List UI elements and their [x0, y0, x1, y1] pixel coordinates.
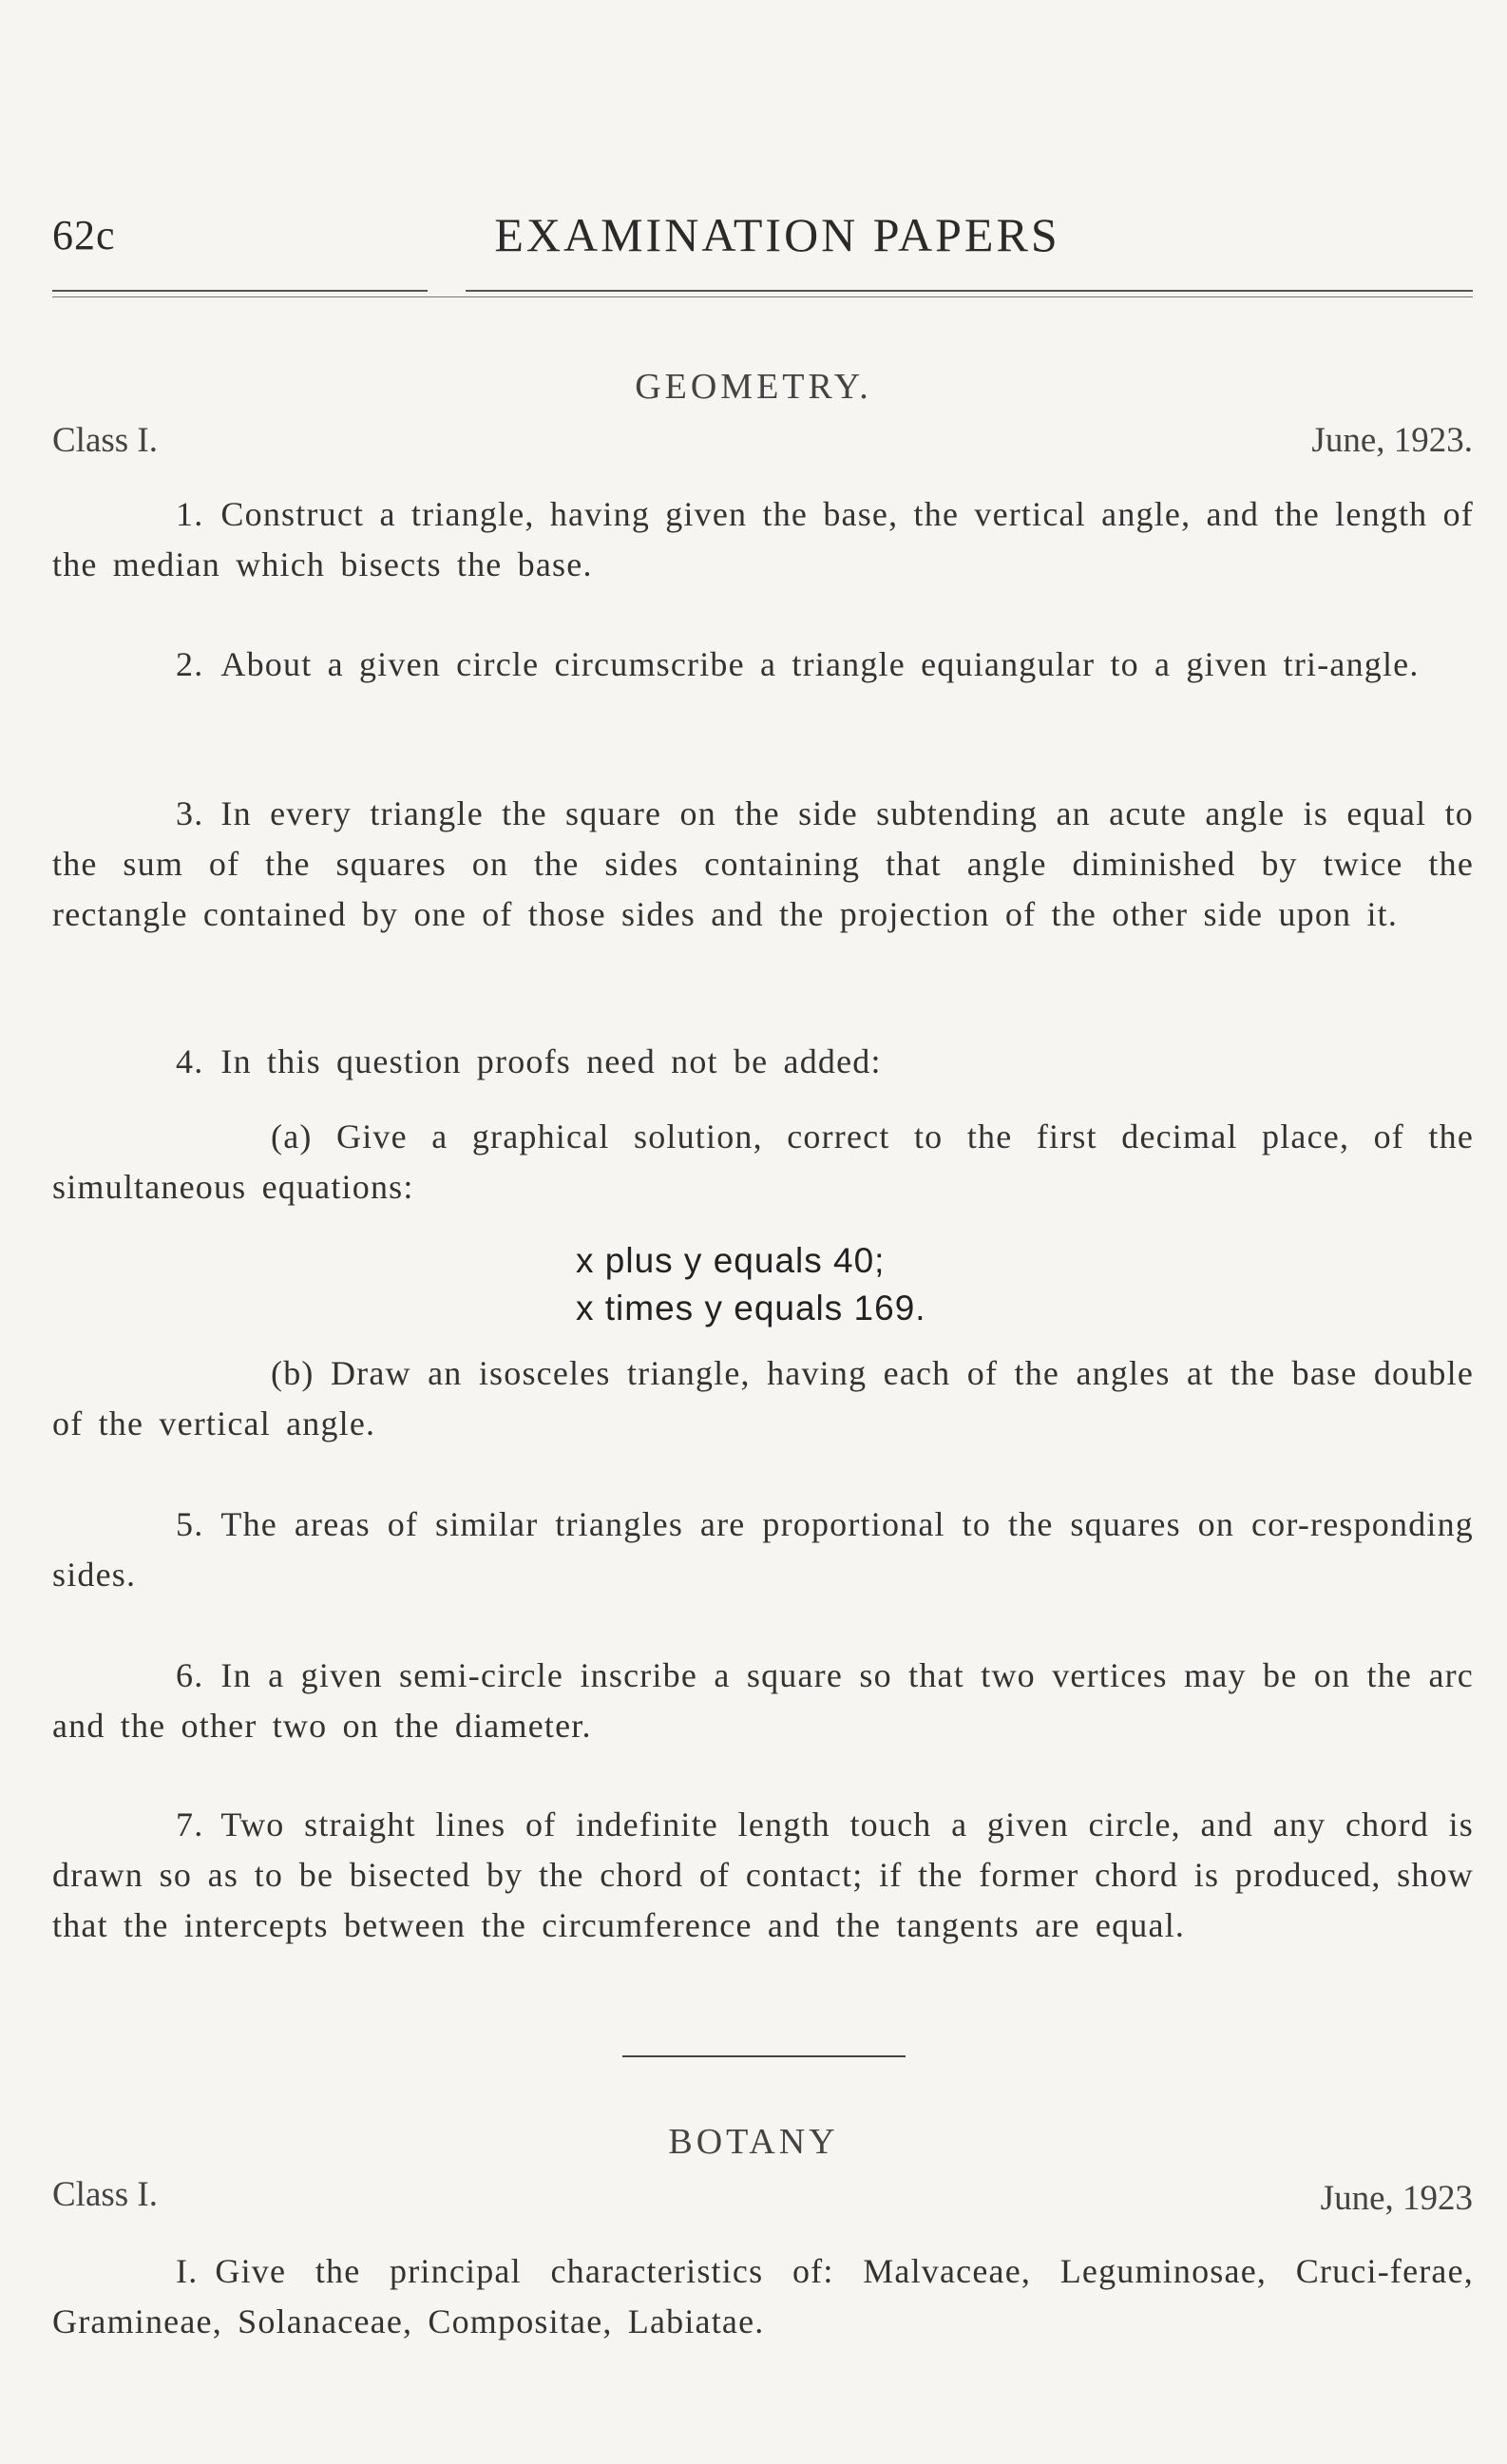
question-text: Two straight lines of indefinite length touch a given circle, and any chord is drawn so as to be bisected by the chord of contact; if the former chord is produced, show that the intercepts between the circumference and the tangents are equal.	[52, 1805, 1474, 1944]
question-number: 2.	[176, 645, 204, 683]
geometry-class: Class I.	[52, 421, 158, 460]
geometry-title: GEOMETRY.	[635, 367, 872, 407]
botany-title: BOTANY	[668, 2122, 839, 2162]
question-6	[52, 1651, 1474, 1751]
subpart-text: Give a graphical solution, correct to the first decimal place, of the simultaneous equations:	[52, 1117, 1474, 1206]
equation-2: x times y equals 169.	[576, 1289, 926, 1328]
question-text: In this question proofs need not be added:	[220, 1042, 882, 1080]
subpart-text: Draw an isosceles triangle, having each of the angles at the base double of the vertical angle.	[52, 1354, 1474, 1442]
page-number: 62c	[52, 212, 116, 258]
botany-question-1	[52, 2246, 1474, 2347]
header-rule-left	[52, 290, 428, 292]
equation-1: x plus y equals 40;	[576, 1241, 886, 1280]
question-number: 1.	[176, 495, 204, 533]
question-number: 3.	[176, 794, 204, 832]
question-number: 6.	[176, 1656, 204, 1694]
running-title: EXAMINATION PAPERS	[494, 208, 1060, 261]
question-number: 5.	[176, 1505, 204, 1543]
question-4b	[52, 1348, 1474, 1449]
question-7	[52, 1800, 1474, 1951]
question-text: The areas of similar triangles are proportional to the squares on cor-responding sides.	[52, 1505, 1474, 1594]
subpart-label: (b)	[271, 1354, 315, 1392]
question-5	[52, 1499, 1474, 1600]
geometry-date: June, 1923.	[1311, 421, 1473, 460]
subpart-label: (a)	[271, 1117, 313, 1156]
question-4a	[52, 1112, 1474, 1213]
question-2	[52, 640, 1474, 690]
question-text: In a given semi-circle inscribe a square so that two vertices may be on the arc and the other two on the diameter.	[52, 1656, 1474, 1745]
botany-class: Class I.	[52, 2175, 158, 2214]
header-rule-thin	[52, 296, 1473, 297]
header-rule-right	[466, 290, 1473, 292]
question-text: In every triangle the square on the side subtending an acute angle is equal to the sum of the squares on the sides containing that angle diminished by twice the rectangle contained by one of those sides and the projection of the other side upon it.	[52, 794, 1474, 933]
question-3	[52, 789, 1474, 940]
question-4	[52, 1037, 1474, 1087]
question-number: 7.	[176, 1805, 204, 1843]
question-1	[52, 489, 1474, 590]
section-divider	[622, 2055, 906, 2057]
botany-date: June, 1923	[1320, 2179, 1473, 2218]
question-number: I.	[176, 2252, 199, 2290]
question-text: Construct a triangle, having given the base, the vertical angle, and the length of the median which bisects the base.	[52, 495, 1474, 583]
question-text: About a given circle circumscribe a triangle equiangular to a given tri-angle.	[220, 645, 1420, 683]
question-text: Give the principal characteristics of: Malvaceae, Leguminosae, Cruci-ferae, Gramineae, Solanaceae, Compositae, Labiatae.	[52, 2252, 1474, 2340]
question-number: 4.	[176, 1042, 204, 1080]
